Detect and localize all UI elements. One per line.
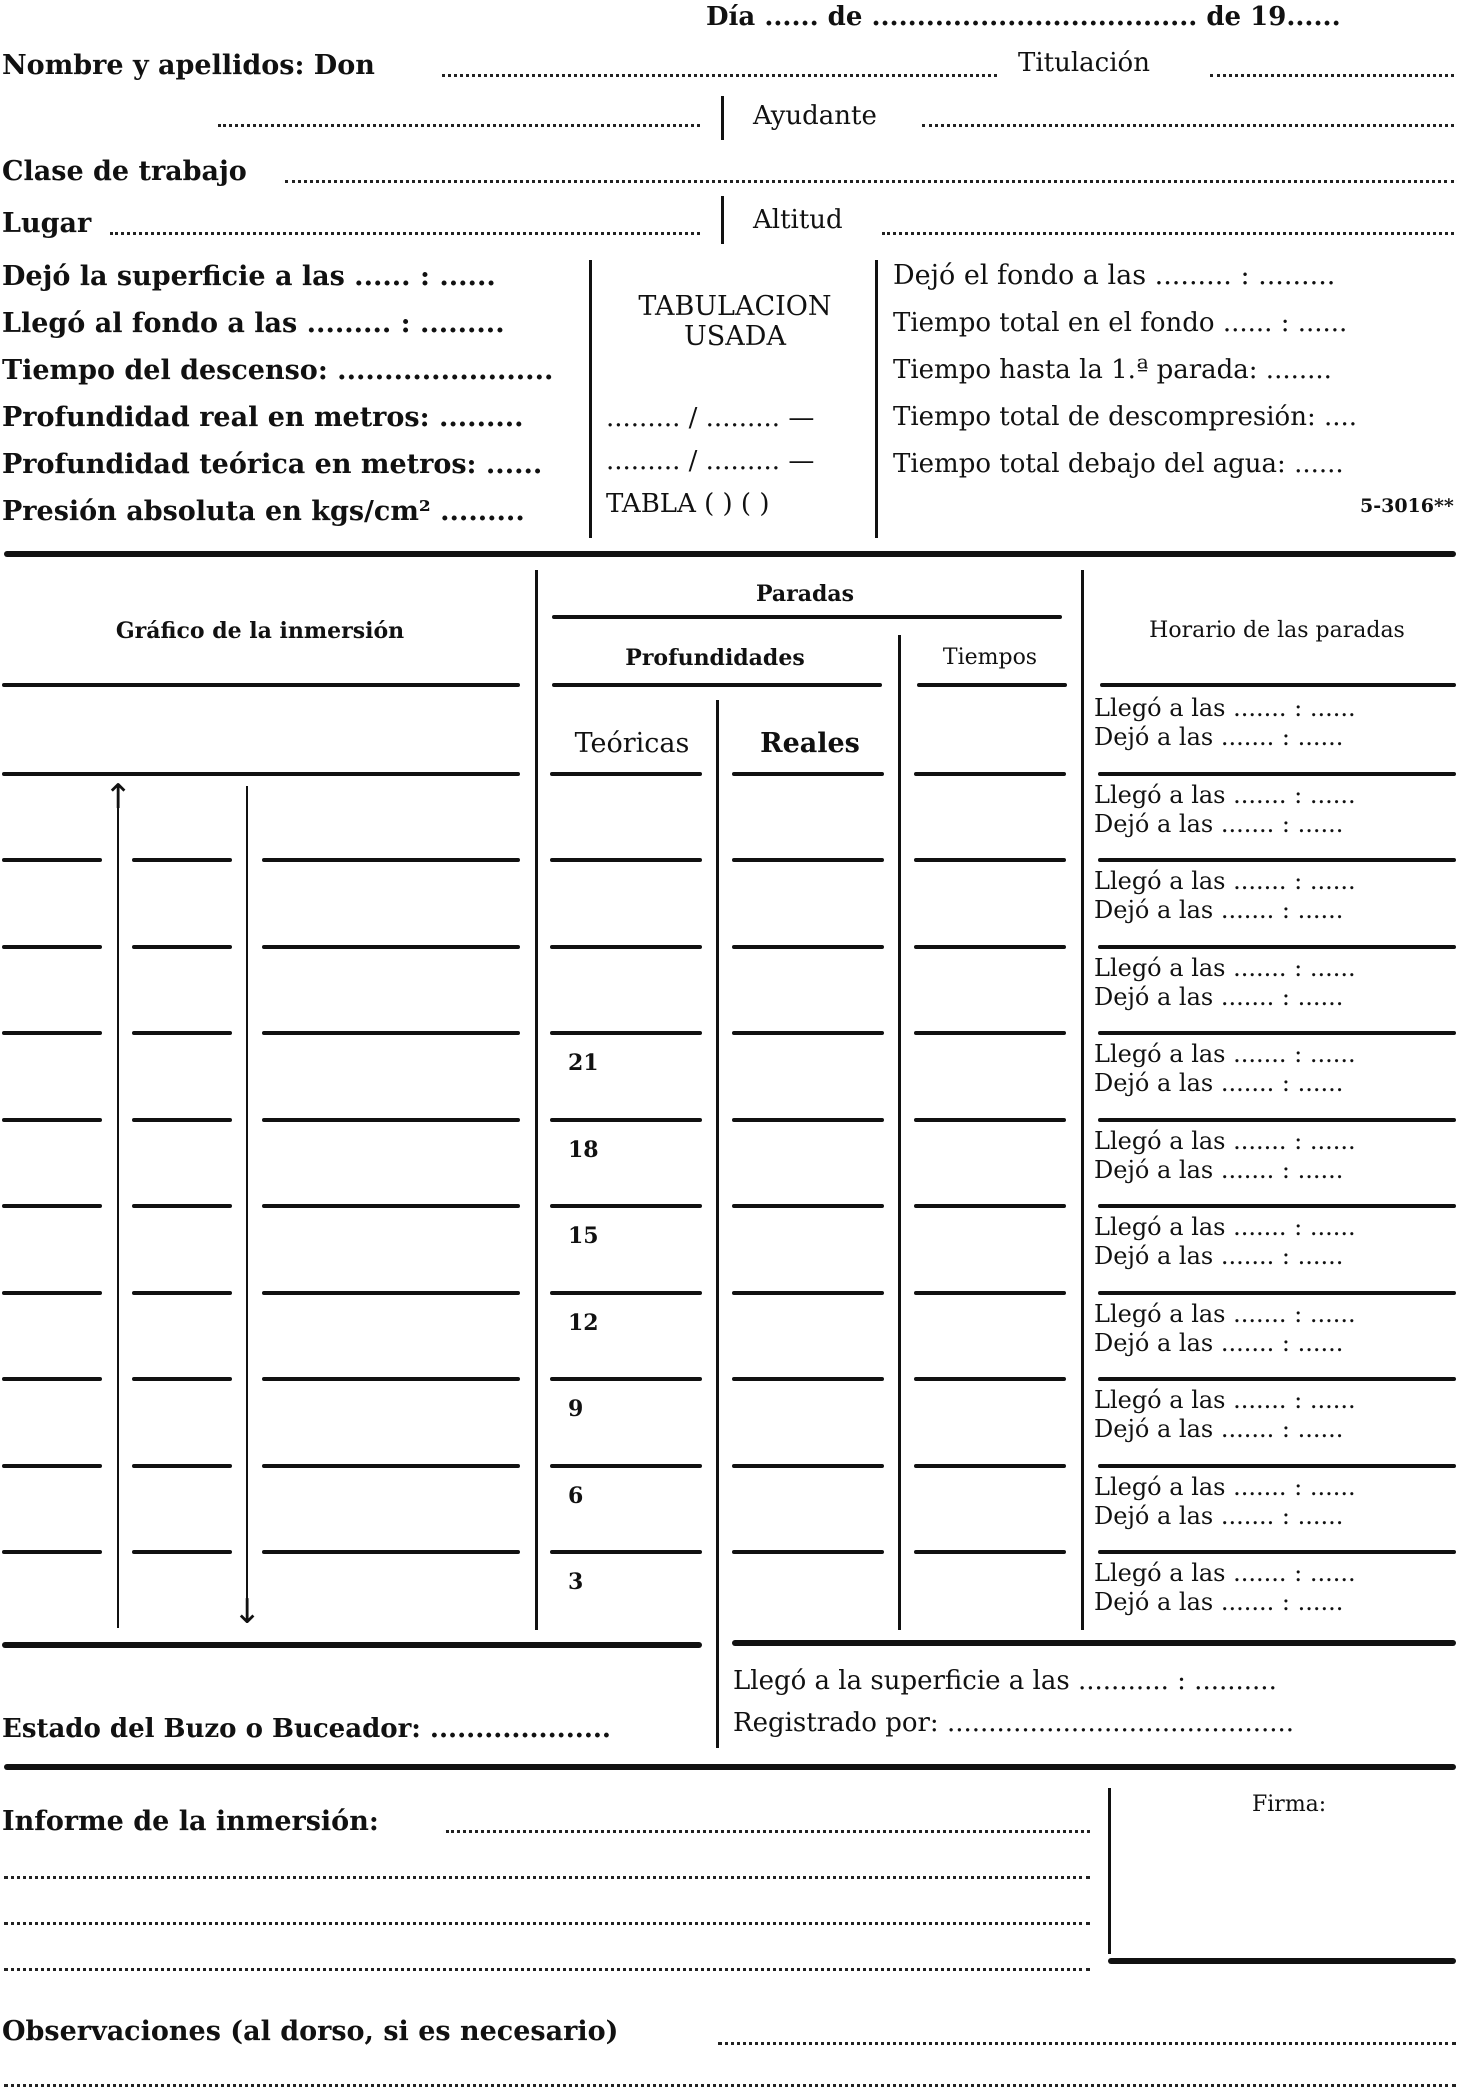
rule (262, 1377, 520, 1381)
divider (1108, 1788, 1111, 1954)
rule (262, 1031, 520, 1035)
stop-tiempo-cell[interactable] (914, 945, 1066, 949)
stop-teorica-cell[interactable] (550, 1204, 702, 1208)
rule (1098, 1550, 1456, 1554)
stop-arrive-field[interactable]: Llegó a las ....... : ...... (1094, 1213, 1356, 1241)
rule (132, 858, 232, 862)
down-arrow-icon: ↓ (233, 1592, 262, 1632)
informe-line-3[interactable] (4, 1922, 1090, 1925)
tiempo-descenso-field[interactable]: Tiempo del descenso: ....................... (2, 355, 554, 386)
rule (262, 858, 520, 862)
clase-trabajo-field[interactable] (285, 180, 1454, 183)
rule (2, 1031, 102, 1035)
stop-leave-field[interactable]: Dejó a las ....... : ...... (1094, 1588, 1344, 1616)
stop-real-cell[interactable] (732, 1550, 884, 1554)
tabla-field[interactable]: TABLA ( ) ( ) (606, 489, 770, 519)
stop-teorica-cell[interactable] (550, 1377, 702, 1381)
date-line[interactable]: Día ...... de .................................... de 19...... (706, 2, 1341, 32)
tabulation-row-2[interactable]: ......... / ......... — (606, 446, 815, 476)
stop-teorica-cell[interactable] (550, 1031, 702, 1035)
rule (1098, 1204, 1456, 1208)
dejo-fondo-field[interactable]: Dejó el fondo a las ......... : ......... (893, 260, 1336, 291)
stop-depth-value: 3 (568, 1569, 584, 1595)
stop-leave-field[interactable]: Dejó a las ....... : ...... (1094, 1328, 1344, 1357)
rule (2, 945, 102, 949)
stop-real-cell[interactable] (732, 1291, 884, 1295)
stop-tiempo-cell[interactable] (914, 1118, 1066, 1122)
section-rule (4, 551, 1456, 557)
stop-real-cell[interactable] (732, 1031, 884, 1035)
rule (2, 1550, 102, 1554)
rule (917, 683, 1067, 687)
stop-arrive-field[interactable]: Llegó a las ....... : ...... (1094, 953, 1356, 982)
rule (132, 1464, 232, 1468)
rule (262, 1204, 520, 1208)
tiempo-total-fondo-field[interactable]: Tiempo total en el fondo ...... : ...... (893, 308, 1348, 338)
tiempos-header: Tiempos (942, 645, 1038, 670)
tiempo-debajo-agua-field[interactable]: Tiempo total debajo del agua: ...... (893, 449, 1344, 479)
stop-teorica-cell[interactable] (550, 772, 702, 776)
rule (2, 1377, 102, 1381)
reales-header: Reales (760, 728, 860, 759)
rule (732, 1640, 1456, 1646)
estado-buzo-field[interactable]: Estado del Buzo o Buceador: .................... (2, 1714, 611, 1744)
stop-leave-field[interactable]: Dejó a las ....... : ...... (1094, 1155, 1344, 1184)
stop-real-cell[interactable] (732, 772, 884, 776)
stop-tiempo-cell[interactable] (914, 858, 1066, 862)
grafico-header: Gráfico de la inmersión (115, 618, 405, 644)
stop-arrive-field[interactable]: Llegó a las ....... : ...... (1094, 780, 1356, 809)
stop-depth-value: 12 (568, 1309, 599, 1336)
tiempo-primera-parada-field[interactable]: Tiempo hasta la 1.ª parada: ........ (893, 355, 1332, 385)
ayudante-field[interactable] (922, 124, 1454, 127)
rule (552, 683, 882, 687)
stop-arrive-field[interactable]: Llegó a las ....... : ...... (1094, 1040, 1356, 1068)
rule (2, 1118, 102, 1122)
firma-line[interactable] (1108, 1958, 1456, 1964)
profundidad-teorica-field[interactable]: Profundidad teórica en metros: ...... (2, 449, 543, 480)
informe-line-4[interactable] (4, 1968, 1090, 1971)
stop-teorica-cell[interactable] (550, 945, 702, 949)
rule (1098, 1377, 1456, 1381)
rule (1098, 1118, 1456, 1122)
tiempo-descompresion-field[interactable]: Tiempo total de descompresión: .... (893, 402, 1358, 432)
rule (262, 1118, 520, 1122)
informe-line-2[interactable] (4, 1876, 1090, 1879)
llego-fondo-field[interactable]: Llegó al fondo a las ......... : ......... (2, 308, 505, 339)
rule (132, 1291, 232, 1295)
registrado-por-field[interactable]: Registrado por: .......................................... (733, 1708, 1295, 1738)
presion-absoluta-field[interactable]: Presión absoluta en kgs/cm² ......... (2, 496, 525, 527)
rule (2, 1291, 102, 1295)
section-rule (4, 1764, 1456, 1770)
lugar-field[interactable] (110, 232, 700, 235)
rule (1098, 858, 1456, 862)
table-divider (535, 570, 538, 1630)
stop-tiempo-cell[interactable] (914, 1550, 1066, 1554)
stop-real-cell[interactable] (732, 1204, 884, 1208)
stop-leave-field[interactable]: Dejó a las ....... : ...... (1094, 809, 1344, 838)
divider (589, 260, 592, 538)
stop-leave-field[interactable]: Dejó a las ....... : ...... (1094, 1242, 1344, 1270)
clase-trabajo-label: Clase de trabajo (2, 156, 247, 187)
stop-leave-field[interactable]: Dejó a las ....... : ...... (1094, 1069, 1344, 1097)
altitud-field[interactable] (882, 232, 1454, 235)
rule (2, 1464, 102, 1468)
titulacion-label: Titulación (1018, 48, 1150, 78)
stop-teorica-cell[interactable] (550, 1291, 702, 1295)
name-label: Nombre y apellidos: Don (2, 50, 375, 81)
stop-arrive-field[interactable]: Llegó a las ....... : ...... (1094, 1559, 1356, 1587)
rule (132, 1204, 232, 1208)
form-code: 5-3016** (1360, 495, 1454, 517)
name-field[interactable] (442, 74, 997, 77)
lugar-label: Lugar (2, 208, 92, 239)
stop-tiempo-cell[interactable] (914, 772, 1066, 776)
table-divider (1081, 570, 1084, 1630)
usada-title: USADA (684, 321, 786, 352)
stop-arrive-field[interactable]: Llegó a las ....... : ...... (1094, 1386, 1356, 1414)
rule (1100, 683, 1456, 687)
stop-depth-value: 6 (568, 1482, 584, 1509)
stop-leave-field[interactable]: Dejó a las ....... : ...... (1094, 723, 1344, 751)
informe-label: Informe de la inmersión: (2, 1806, 379, 1837)
stop-arrive-field[interactable]: Llegó a las ....... : ...... (1094, 867, 1356, 895)
llego-superficie-field[interactable]: Llegó a la superficie a las ........... : .......... (733, 1666, 1277, 1696)
horario-header: Horario de las paradas (1149, 618, 1405, 643)
stop-leave-field[interactable]: Dejó a las ....... : ...... (1094, 1415, 1344, 1443)
stop-depth-value: 21 (568, 1050, 599, 1076)
informe-line-1[interactable] (446, 1830, 1090, 1833)
rule (2, 1642, 702, 1648)
name-continuation-field[interactable] (218, 124, 700, 127)
rule (132, 1031, 232, 1035)
rule (132, 945, 232, 949)
rule (1098, 1031, 1456, 1035)
stop-tiempo-cell[interactable] (914, 1291, 1066, 1295)
divider (875, 260, 878, 538)
observaciones-line-2[interactable] (4, 2084, 1456, 2087)
rule (262, 1464, 520, 1468)
divider (721, 196, 724, 244)
stop-tiempo-cell[interactable] (914, 1204, 1066, 1208)
stop-real-cell[interactable] (732, 945, 884, 949)
titulacion-field[interactable] (1210, 74, 1454, 77)
rule (1098, 945, 1456, 949)
rule (2, 683, 520, 687)
stop-depth-value: 15 (568, 1223, 599, 1249)
rule (132, 1377, 232, 1381)
profundidades-header: Profundidades (625, 645, 805, 671)
teoricas-header: Teóricas (574, 728, 690, 759)
rule (132, 1550, 232, 1554)
observaciones-line-1[interactable] (718, 2042, 1456, 2045)
rule (1098, 1464, 1456, 1468)
paradas-header: Paradas (755, 581, 855, 607)
stop-tiempo-cell[interactable] (914, 1377, 1066, 1381)
divider (721, 96, 724, 140)
ascent-line (117, 808, 119, 1628)
stop-arrive-field[interactable]: Llegó a las ....... : ...... (1094, 1472, 1356, 1501)
stop-depth-value: 18 (568, 1136, 599, 1163)
stop-real-cell[interactable] (732, 858, 884, 862)
rule (552, 615, 1062, 619)
rule (2, 772, 520, 776)
profundidad-real-field[interactable]: Profundidad real en metros: ......... (2, 402, 524, 433)
dejo-superficie-field[interactable]: Dejó la superficie a las ...... : ...... (2, 261, 496, 292)
table-divider (898, 635, 901, 1630)
stop-depth-value: 9 (568, 1396, 584, 1422)
ayudante-label: Ayudante (753, 101, 877, 131)
rule (262, 945, 520, 949)
descent-line (246, 786, 248, 1616)
tabulacion-title: TABULACION (638, 291, 832, 322)
stop-tiempo-cell[interactable] (914, 1464, 1066, 1468)
tabulation-row-1[interactable]: ......... / ......... — (606, 403, 815, 433)
stop-arrive-field[interactable]: Llegó a las ....... : ...... (1094, 1126, 1356, 1155)
observaciones-label: Observaciones (al dorso, si es necesario) (2, 2016, 619, 2047)
stop-tiempo-cell[interactable] (914, 1031, 1066, 1035)
stop-teorica-cell[interactable] (550, 858, 702, 862)
stop-leave-field[interactable]: Dejó a las ....... : ...... (1094, 1501, 1344, 1530)
rule (2, 1204, 102, 1208)
stop-teorica-cell[interactable] (550, 1464, 702, 1468)
stop-arrive-field[interactable]: Llegó a las ....... : ...... (1094, 694, 1356, 722)
rule (2, 858, 102, 862)
stop-real-cell[interactable] (732, 1377, 884, 1381)
stop-arrive-field[interactable]: Llegó a las ....... : ...... (1094, 1299, 1356, 1328)
rule (1098, 1291, 1456, 1295)
rule (262, 1550, 520, 1554)
divider (716, 1660, 719, 1748)
firma-label: Firma: (1252, 1792, 1327, 1817)
stop-real-cell[interactable] (732, 1464, 884, 1468)
altitud-label: Altitud (753, 205, 843, 235)
table-divider (716, 700, 719, 1670)
stop-real-cell[interactable] (732, 1118, 884, 1122)
stop-teorica-cell[interactable] (550, 1118, 702, 1122)
stop-teorica-cell[interactable] (550, 1550, 702, 1554)
rule (132, 1118, 232, 1122)
up-arrow-icon: ↑ (104, 777, 133, 817)
rule (262, 1291, 520, 1295)
stop-leave-field[interactable]: Dejó a las ....... : ...... (1094, 982, 1344, 1011)
rule (1098, 772, 1456, 776)
stop-leave-field[interactable]: Dejó a las ....... : ...... (1094, 896, 1344, 924)
